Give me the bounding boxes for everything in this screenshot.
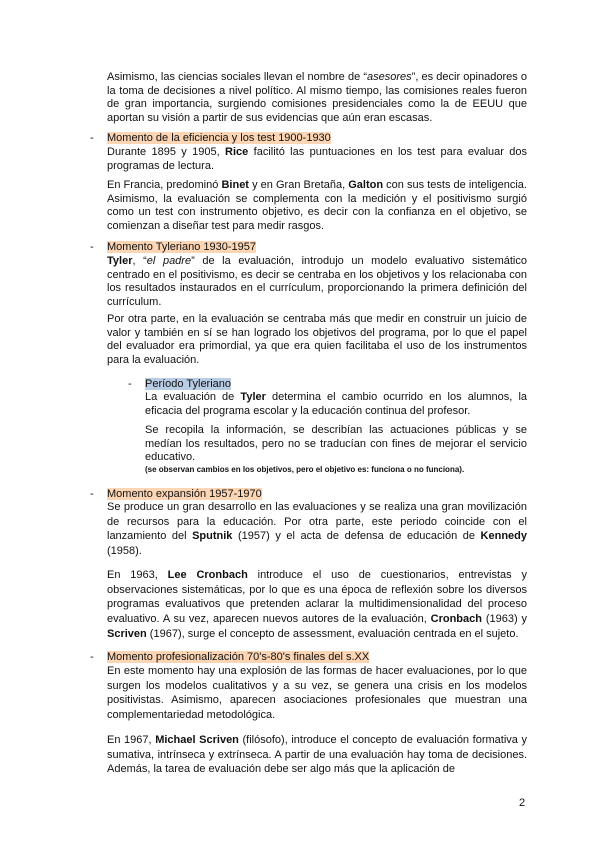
section-heading-expansion: Momento expansión 1957-1970 [107, 488, 262, 500]
page-number: 2 [519, 797, 526, 809]
subsection-note: (se observan cambios en los objetivos, pero el objetivo es: funciona o no funciona). [145, 465, 465, 474]
section-heading-profesionalizacion: Momento profesionalización 70's-80's finales del s.XX [107, 651, 370, 663]
section-paragraph: Por otra parte, en la evaluación se centraba más que medir en construir un juicio de valor y también en sí se han logrado los objetivos del programa, por lo que el papel del evaluador era primordial, ya que era quien facilitaba el uso de los instrumentos para la evaluación. [107, 313, 527, 366]
list-dash: - [90, 488, 94, 500]
section-paragraph: En este momento hay una explosión de las formas de hacer evaluaciones, por lo que surgen los modelos cualitativos y a su vez, se genera una crisis en los modelos positivistas. Asimismo, aparecen asociaciones profesionales que muestran una complementariedad metodológica. [107, 665, 527, 722]
section-paragraph: Tyler, “el padre” de la evaluación, introdujo un modelo evaluativo sistemático centrado en el positivismo, es decir se centraba en los objetivos y los relacionaba con los resultados instaurados en el currículum, proporcionando la primera definición del currículum. [107, 255, 527, 308]
section-paragraph: Se produce un gran desarrollo en las evaluaciones y se realiza una gran movilización de recursos para la educación. Por otra parte, este periodo coincide con el lanzamiento del Sputnik (1957) y el acta de defensa de educación de Kennedy (1958). [107, 501, 528, 558]
list-dash: - [128, 378, 132, 390]
section-paragraph: En 1963, Lee Cronbach introduce el uso de cuestionarios, entrevistas y observaciones sistemáticas, por lo que es una época de reflexión sobre los diversos programas evaluativos que pretenden aclarar la multidimensionalidad del proceso evaluativo. A su vez, aparecen nuevos autores de la evaluación, Cronbach (1963) y Scriven (1967), surge el concepto de assessment, evaluación centrada en el sujeto. [107, 569, 527, 640]
list-dash: - [90, 651, 94, 663]
subsection-paragraph: Se recopila la información, se describían las actuaciones públicas y se medían los resultados, pero no se traducían con fines de mejorar el servicio educativo. [145, 424, 527, 464]
section-heading-eficiencia: Momento de la eficiencia y los test 1900-1930 [107, 132, 331, 144]
subsection-paragraph: La evaluación de Tyler determina el cambio ocurrido en los alumnos, la eficacia del programa escolar y la educación continua del profesor. [145, 391, 528, 417]
section-paragraph: Durante 1895 y 1905, Rice facilitó las puntuaciones en los test para evaluar dos programas de lectura. [107, 146, 528, 172]
section-paragraph: En Francia, predominó Binet y en Gran Bretaña, Galton con sus tests de inteligencia. Asimismo, la evaluación se complementa con la medición y el positivismo surgió como un test con instrumento objetivo, es decir con la confianza en el objetivo, se comienzan a diseñar test para medir rasgos. [107, 179, 527, 232]
list-dash: - [90, 132, 94, 144]
section-heading-tyleriano: Momento Tyleriano 1930-1957 [107, 241, 257, 253]
intro-paragraph: Asimismo, las ciencias sociales llevan el nombre de “asesores”, es decir opinadores o la toma de decisiones a nivel político. Al mismo tiempo, las comisiones reales fueron de gran importancia, surgiendo comisiones presidenciales como la de EEUU que aportan su visión a partir de sus evidencias que aún eran escasas. [107, 71, 528, 124]
section-paragraph: En 1967, Michael Scriven (filósofo), introduce el concepto de evaluación formativa y sumativa, intrínseca y extrínseca. A partir de una evaluación hay toma de decisiones. Además, la tarea de evaluación debe ser algo más que la aplicación de [107, 734, 527, 776]
list-dash: - [90, 241, 94, 253]
subsection-heading-periodo-tyleriano: Período Tyleriano [145, 378, 232, 390]
